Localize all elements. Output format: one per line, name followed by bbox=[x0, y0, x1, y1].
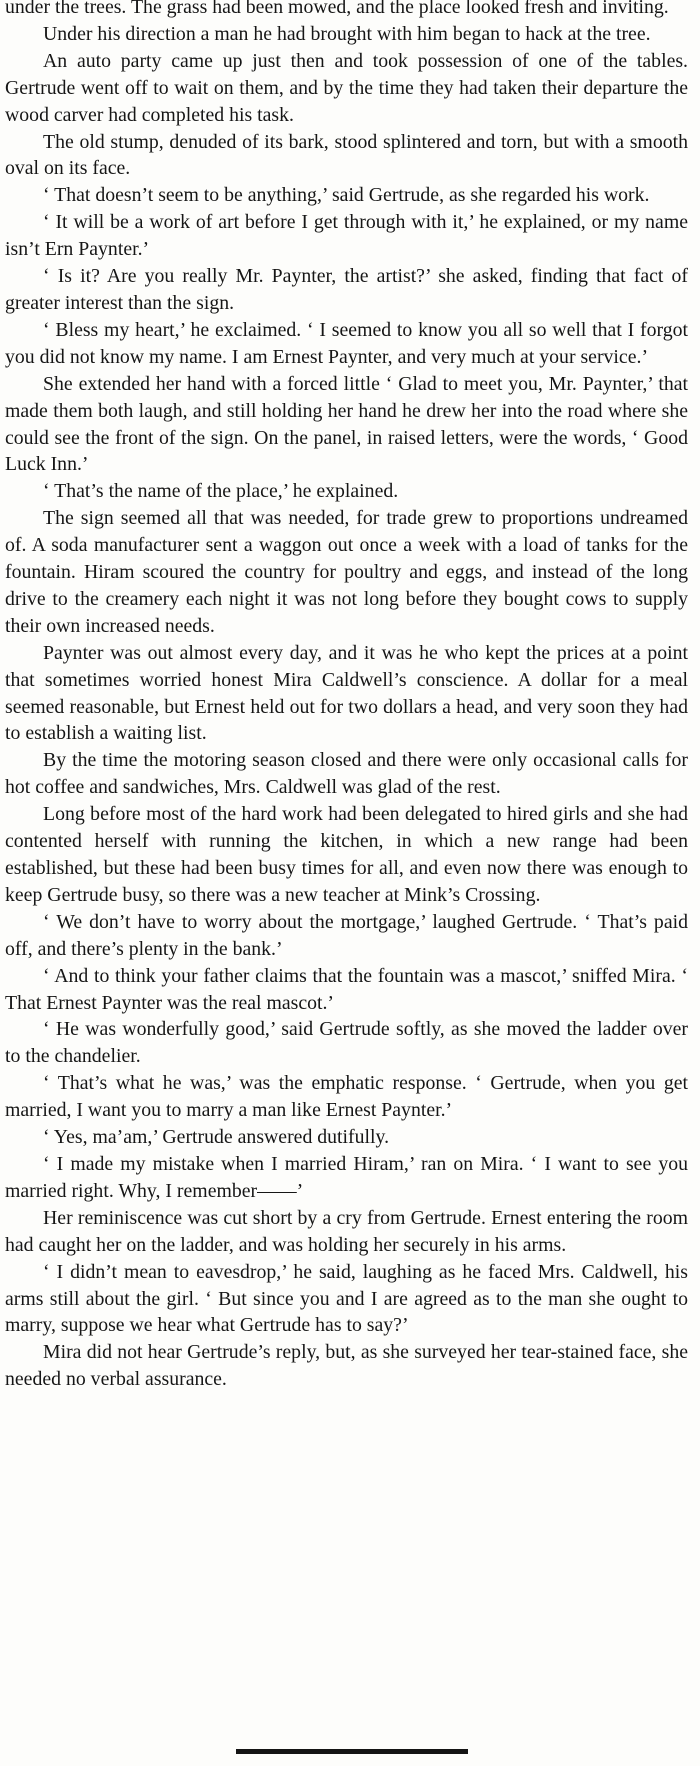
paragraph: ‘ That doesn’t seem to be anything,’ said Gertrude, as she regarded his work. bbox=[43, 184, 650, 207]
paragraph: Her reminiscence was cut short by a cry from Gertrude. Ernest entering the room had caught her on the ladder, and was holding her securely in his arms. bbox=[5, 1206, 688, 1256]
paragraph: ‘ I didn’t mean to eavesdrop,’ he said, laughing as he faced Mrs. Caldwell, his arms still about the girl. ‘ But since you and I are agreed as to the man she ought to marry, suppose we hear what Gertrude has to say?’ bbox=[5, 1260, 688, 1337]
paragraph: Under his direction a man he had brought with him began to hack at the tree. bbox=[43, 22, 651, 45]
paragraph: ‘ We don’t have to worry about the mortgage,’ laughed Gertrude. ‘ That’s paid off, and there’s plenty in the bank.’ bbox=[5, 910, 688, 960]
end-of-story-rule bbox=[236, 1749, 468, 1754]
paragraph: ‘ Bless my heart,’ he exclaimed. ‘ I seemed to know you all so well that I forgot you did not know my name. I am Ernest Paynter, and very much at your service.’ bbox=[5, 318, 688, 368]
paragraph: The sign seemed all that was needed, for trade grew to proportions undreamed of. A soda manufacturer sent a waggon out once a week with a load of tanks for the fountain. Hiram scoured the country for poultry and eggs, and instead of the long drive to the creamery each night it was not long before they bought cows to supply their own increased needs. bbox=[5, 507, 688, 637]
paragraph: The old stump, denuded of its bark, stood splintered and torn, but with a smooth oval on its face. bbox=[5, 130, 688, 180]
story-text bbox=[5, 0, 688, 1393]
paragraph: By the time the motoring season closed and there were only occasional calls for hot coffee and sandwiches, Mrs. Caldwell was glad of the rest. bbox=[5, 749, 688, 799]
paragraph: Paynter was out almost every day, and it was he who kept the prices at a point that sometimes worried honest Mira Caldwell’s conscience. A dollar for a meal seemed reasonable, but Ernest held out for two dollars a head, and very soon they had to establish a waiting list. bbox=[5, 641, 688, 745]
paragraph: An auto party came up just then and took possession of one of the tables. Gertrude went off to wait on them, and by the time they had taken their departure the wood carver had completed his task. bbox=[5, 49, 688, 126]
paragraph: ‘ It will be a work of art before I get through with it,’ he explained, or my name isn’t Ern Paynter.’ bbox=[5, 211, 688, 261]
paragraph: ‘ Yes, ma’am,’ Gertrude answered dutifully. bbox=[43, 1126, 390, 1149]
paragraph: ‘ I made my mistake when I married Hiram,’ ran on Mira. ‘ I want to see you married right. Why, I remember——’ bbox=[5, 1152, 688, 1202]
paragraph: ‘ He was wonderfully good,’ said Gertrude softly, as she moved the ladder over to the chandelier. bbox=[5, 1018, 688, 1068]
paragraph: ‘ That’s what he was,’ was the emphatic response. ‘ Gertrude, when you get married, I want you to marry a man like Ernest Paynter.’ bbox=[5, 1072, 688, 1122]
paragraph: Mira did not hear Gertrude’s reply, but, as she surveyed her tear-stained face, she needed no verbal assurance. bbox=[5, 1341, 688, 1391]
paragraph: ‘ That’s the name of the place,’ he explained. bbox=[43, 480, 399, 503]
paragraph: Long before most of the hard work had been delegated to hired girls and she had contented herself with running the kitchen, in which a new range had been established, but these had been busy times for all, and even now there was enough to keep Gertrude busy, so there was a new teacher at Mink’s Crossing. bbox=[5, 803, 688, 906]
paragraph: She extended her hand with a forced little ‘ Glad to meet you, Mr. Paynter,’ that made them both laugh, and still holding her hand he drew her into the road where she could see the front of the sign. On the panel, in raised letters, were the words, ‘ Good Luck Inn.’ bbox=[5, 372, 688, 476]
paragraph: ‘ Is it? Are you really Mr. Paynter, the artist?’ she asked, finding that fact of greater interest than the sign. bbox=[5, 265, 688, 314]
paragraph: under the trees. The grass had been mowed, and the place looked fresh and inviting. bbox=[5, 0, 669, 18]
paragraph: ‘ And to think your father claims that the fountain was a mascot,’ sniffed Mira. ‘ That Ernest Paynter was the real mascot.’ bbox=[5, 964, 688, 1014]
